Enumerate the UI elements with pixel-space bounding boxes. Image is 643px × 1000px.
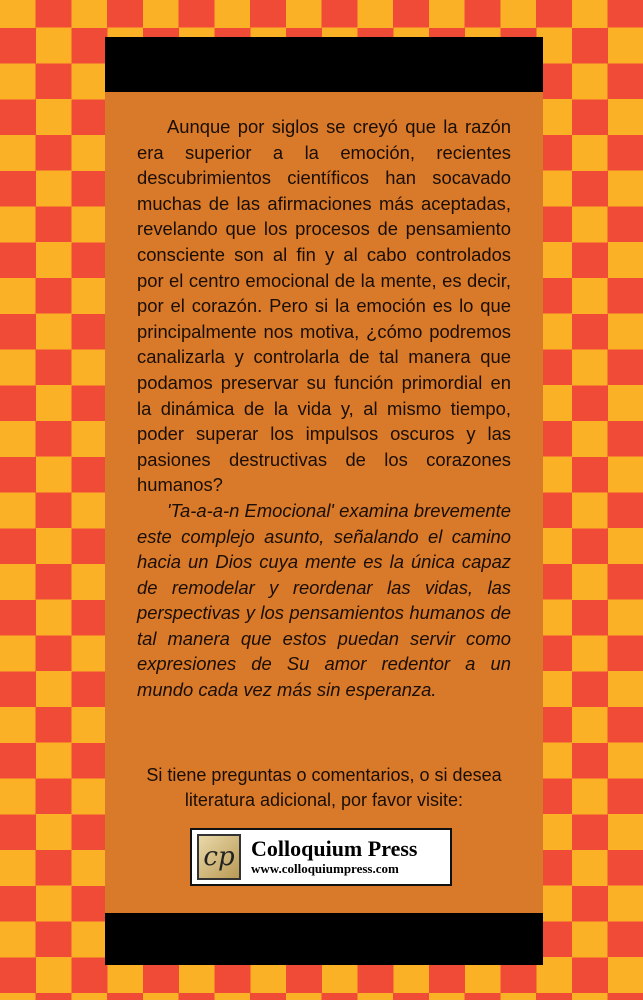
description-paragraph: Aunque por siglos se creyó que la razón era superior a la emoción, recientes descubrimientos científicos han socavado muchas de las afirmaciones más aceptadas, revelando que los procesos de pensamiento consciente son al fin y al cabo controlados por el centro emocional de la mente, es decir, por el corazón. Pero si la emoción es lo que principalmente nos motiva, ¿cómo podremos canalizarla y controlarla de tal manera que podamos preservar su función primordial en la dinámica de la vida y, al mismo tiempo, poder superar los impulsos oscuros y las pasiones destructivas de los corazones humanos? [137, 116, 511, 496]
publisher-url: www.colloquiumpress.com [251, 861, 399, 876]
contact-line-2: literatura adicional, por favor visite: [184, 790, 464, 810]
contact-line-1: Si tiene preguntas o comentarios, o si desea [146, 765, 502, 785]
publisher-text [251, 837, 417, 877]
publisher-name: Colloquium Press [251, 836, 418, 861]
contact-text [120, 763, 528, 813]
bottom-black-bar [105, 913, 543, 965]
top-black-bar [105, 37, 543, 92]
publisher-logo [190, 828, 452, 886]
book-summary-paragraph: 'Ta-a-a-n Emocional' examina brevemente este complejo asunto, señalando el camino hacia un Dios cuya mente es la única capaz de remodelar y reordenar las vidas, las perspectivas y los pensamientos humanos de tal manera que estos puedan servir como expresiones de Su amor redentor a un mundo cada vez más sin esperanza. [137, 499, 511, 701]
cp-monogram-icon: cp [197, 834, 241, 880]
back-cover-text [137, 114, 511, 703]
